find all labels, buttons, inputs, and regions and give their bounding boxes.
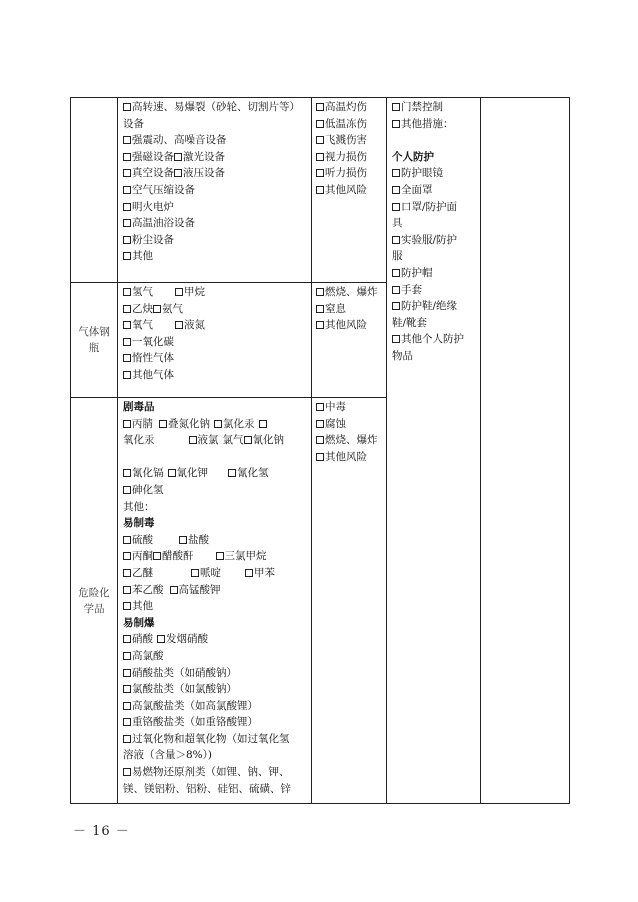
checkbox[interactable] [123, 354, 131, 362]
checkbox[interactable] [123, 586, 131, 594]
item-label: 真空设备 [132, 167, 174, 180]
item-label: 三氯甲烷 [224, 550, 267, 563]
checkbox[interactable] [123, 169, 131, 177]
checkbox[interactable] [316, 420, 324, 428]
risk-label: 低温冻伤 [325, 117, 367, 130]
checkbox[interactable] [216, 552, 224, 560]
risk-label: 燃烧、爆炸 [325, 434, 378, 447]
checkbox[interactable] [316, 288, 324, 296]
checkbox[interactable] [123, 186, 131, 194]
item-label: 氰化镉 [132, 467, 164, 480]
item-label: 镁、镁铝粉、铝粉、硅铝、硫磺、锌 [123, 782, 291, 795]
checkbox[interactable] [123, 371, 131, 379]
risk-label: 窒息 [325, 302, 346, 315]
checkbox[interactable] [123, 236, 131, 244]
item-label: 砷化氢 [132, 483, 164, 496]
checkbox[interactable] [123, 652, 131, 660]
item-label: 惰性气体 [132, 352, 174, 365]
checkbox[interactable] [316, 136, 324, 144]
checkbox[interactable] [123, 685, 131, 693]
checkbox[interactable] [392, 302, 400, 310]
item-label: 氰化钾 [176, 467, 208, 480]
item-label: 强震动、高噪音设备 [132, 134, 227, 147]
checkbox[interactable] [392, 286, 400, 294]
other-label: 其他： [123, 500, 155, 513]
category-cell-equipment [71, 98, 118, 283]
checkbox[interactable] [228, 469, 236, 477]
item-label: 甲烷 [184, 286, 205, 298]
checkbox[interactable] [123, 469, 131, 477]
checkbox[interactable] [316, 186, 324, 194]
measure-label: 门禁控制 [401, 101, 443, 113]
item-label: 其他气体 [132, 368, 174, 381]
checkbox[interactable] [392, 169, 400, 177]
checkbox[interactable] [123, 569, 131, 577]
gas-items-cell [118, 283, 312, 398]
item-label: 液氯 [197, 434, 219, 447]
item-label: 粉尘设备 [132, 233, 174, 246]
item-label: 氰化钠 [252, 434, 284, 447]
ppe-label: 物品 [392, 349, 413, 362]
checkbox[interactable] [123, 536, 131, 544]
checkbox[interactable] [214, 420, 222, 428]
checkbox[interactable] [170, 586, 178, 594]
checkbox[interactable] [316, 120, 324, 128]
item-label: 明火电炉 [132, 200, 174, 213]
checkbox[interactable] [244, 436, 252, 444]
item-label: 氯化汞 [223, 417, 255, 430]
checkbox[interactable] [123, 735, 131, 743]
risk-label: 视力损伤 [325, 150, 367, 163]
equipment-items-cell [118, 98, 312, 283]
item-label: 哌啶 [200, 566, 221, 579]
risk-label: 燃烧、爆炸 [325, 286, 378, 298]
item-label: 乙炔 [132, 302, 153, 315]
checkbox[interactable] [392, 203, 400, 211]
item-label: 叠氮化钠 [168, 417, 210, 430]
ppe-label: 服 [392, 250, 403, 263]
item-label: 氯酸盐类（如氯酸钠） [132, 683, 237, 696]
item-label: 液压设备 [183, 167, 225, 180]
item-label: 硝酸盐类（如硝酸钠） [132, 666, 237, 679]
item-label: 高氯酸 [132, 649, 164, 662]
item-label: 高锰酸钾 [178, 583, 221, 596]
measure-label: 其他措施： [401, 117, 454, 130]
checkbox[interactable] [179, 536, 187, 544]
checkbox[interactable] [174, 169, 182, 177]
ppe-label: 鞋/靴套 [392, 316, 428, 329]
item-label: 硝酸 [132, 633, 153, 646]
checkbox[interactable] [123, 486, 131, 494]
checkbox[interactable] [123, 669, 131, 677]
item-label: 过氧化物和超氧化物（如过氧化氢 [132, 732, 290, 745]
item-label: 易燃物还原剂类（如锂、钠、钾、 [132, 766, 290, 779]
checkbox[interactable] [123, 321, 131, 329]
chemicals-risks-cell [312, 398, 387, 804]
checkbox[interactable] [123, 136, 131, 144]
checkbox[interactable] [159, 420, 167, 428]
checkbox[interactable] [123, 203, 131, 211]
checkbox[interactable] [123, 288, 131, 296]
ppe-label: 防护帽 [401, 266, 433, 279]
checkbox[interactable] [191, 569, 199, 577]
checkbox[interactable] [123, 718, 131, 726]
checkbox[interactable] [168, 469, 176, 477]
item-label: 设备 [123, 117, 144, 130]
checkbox[interactable] [189, 436, 197, 444]
item-label: 醋酸酐 [162, 550, 194, 563]
checkbox[interactable] [392, 103, 400, 111]
safety-checklist-table [70, 97, 570, 804]
checkbox[interactable] [123, 552, 131, 560]
precursor-heading: 易制毒 [123, 517, 155, 530]
equipment-risks-cell [312, 98, 387, 283]
checkbox[interactable] [157, 635, 165, 643]
risk-label: 高温灼伤 [325, 101, 367, 113]
item-label: 乙醚 [132, 566, 153, 579]
checkbox[interactable] [123, 702, 131, 710]
chemicals-items-cell [118, 398, 312, 804]
item-label: 氨气 [162, 302, 183, 315]
item-label: 氧化汞 [123, 434, 155, 447]
checkbox[interactable] [175, 321, 183, 329]
item-label: 盐酸 [188, 533, 209, 546]
item-label: 高温油浴设备 [132, 217, 195, 230]
item-label: 激光设备 [183, 150, 225, 163]
item-label: 其他 [132, 250, 153, 263]
item-label: 发烟硝酸 [166, 633, 208, 646]
measures-cell [387, 98, 481, 804]
explosive-heading: 易制爆 [123, 616, 155, 629]
checkbox[interactable] [392, 236, 400, 244]
checkbox[interactable] [123, 635, 131, 643]
checkbox[interactable] [153, 305, 161, 313]
checkbox[interactable] [123, 153, 131, 161]
ppe-label: 口罩/防护面 [401, 200, 458, 213]
item-label: 氯气 [222, 434, 244, 447]
ppe-label: 实验服/防护 [401, 233, 458, 246]
checkbox[interactable] [123, 305, 131, 313]
item-label: 丙酮 [132, 550, 153, 563]
gas-risks-cell [312, 283, 387, 398]
item-label: 氰化氢 [237, 467, 269, 480]
checkbox[interactable] [316, 453, 324, 461]
category-cell-hazardous-chemicals: 危险化学品 [71, 398, 118, 804]
item-label: 高转速、易爆裂（砂轮、切割片等） [132, 101, 300, 113]
ppe-label: 防护鞋/绝缘 [401, 300, 458, 313]
equipment-row [71, 98, 570, 283]
checkbox[interactable] [174, 153, 182, 161]
checkbox[interactable] [259, 420, 267, 428]
checkbox[interactable] [316, 153, 324, 161]
item-label: 硫酸 [132, 533, 153, 546]
ppe-label: 手套 [401, 283, 422, 296]
item-label: 氧气 [132, 319, 153, 332]
risk-label: 飞溅伤害 [325, 134, 367, 147]
item-label: 甲苯 [254, 566, 275, 579]
item-label: 苯乙酸 [132, 583, 164, 596]
ppe-label: 全面罩 [401, 183, 433, 196]
checkbox[interactable] [392, 120, 400, 128]
item-label: 氢气 [132, 286, 153, 298]
checkbox[interactable] [316, 305, 324, 313]
item-label: 重铬酸盐类（如重铬酸锂） [132, 716, 258, 729]
ppe-heading: 个人防护 [392, 150, 434, 163]
item-label: 丙腈 [132, 417, 153, 430]
page-number: － 16 － [73, 824, 130, 839]
checkbox[interactable] [175, 288, 183, 296]
ppe-label: 其他个人防护 [401, 333, 464, 346]
item-label: 其他 [132, 600, 153, 613]
checkbox[interactable] [316, 103, 324, 111]
item-label: 强磁设备 [132, 150, 174, 163]
checkbox[interactable] [123, 252, 131, 260]
item-label: 液氮 [184, 319, 205, 332]
risk-label: 听力损伤 [325, 167, 367, 180]
checkbox[interactable] [392, 335, 400, 343]
item-label: 高氯酸盐类（如高氯酸锂） [132, 699, 258, 712]
notes-cell [481, 98, 570, 804]
checkbox[interactable] [123, 768, 131, 776]
ppe-label: 防护眼镜 [401, 167, 443, 180]
checkbox[interactable] [123, 602, 131, 610]
risk-label: 中毒 [325, 401, 346, 413]
checkbox[interactable] [123, 338, 131, 346]
item-label: 空气压缩设备 [132, 183, 195, 196]
toxic-heading: 剧毒品 [123, 401, 155, 413]
checkbox[interactable] [392, 186, 400, 194]
checkbox[interactable] [316, 169, 324, 177]
risk-label: 其他风险 [325, 450, 367, 463]
checkbox[interactable] [123, 103, 131, 111]
checkbox[interactable] [316, 436, 324, 444]
item-label: 溶液（含量＞8%）) [123, 749, 213, 762]
checkbox[interactable] [245, 569, 253, 577]
checkbox[interactable] [316, 403, 324, 411]
risk-label: 其他风险 [325, 183, 367, 196]
risk-label: 其他风险 [325, 319, 367, 332]
item-label: 一氧化碳 [132, 335, 174, 348]
checkbox[interactable] [392, 269, 400, 277]
checkbox[interactable] [123, 420, 131, 428]
checkbox[interactable] [123, 219, 131, 227]
ppe-label: 具 [392, 217, 403, 230]
risk-label: 腐蚀 [325, 417, 346, 430]
category-cell-gas-cylinders: 气体钢瓶 [71, 283, 118, 398]
checkbox[interactable] [316, 321, 324, 329]
checkbox[interactable] [153, 552, 161, 560]
